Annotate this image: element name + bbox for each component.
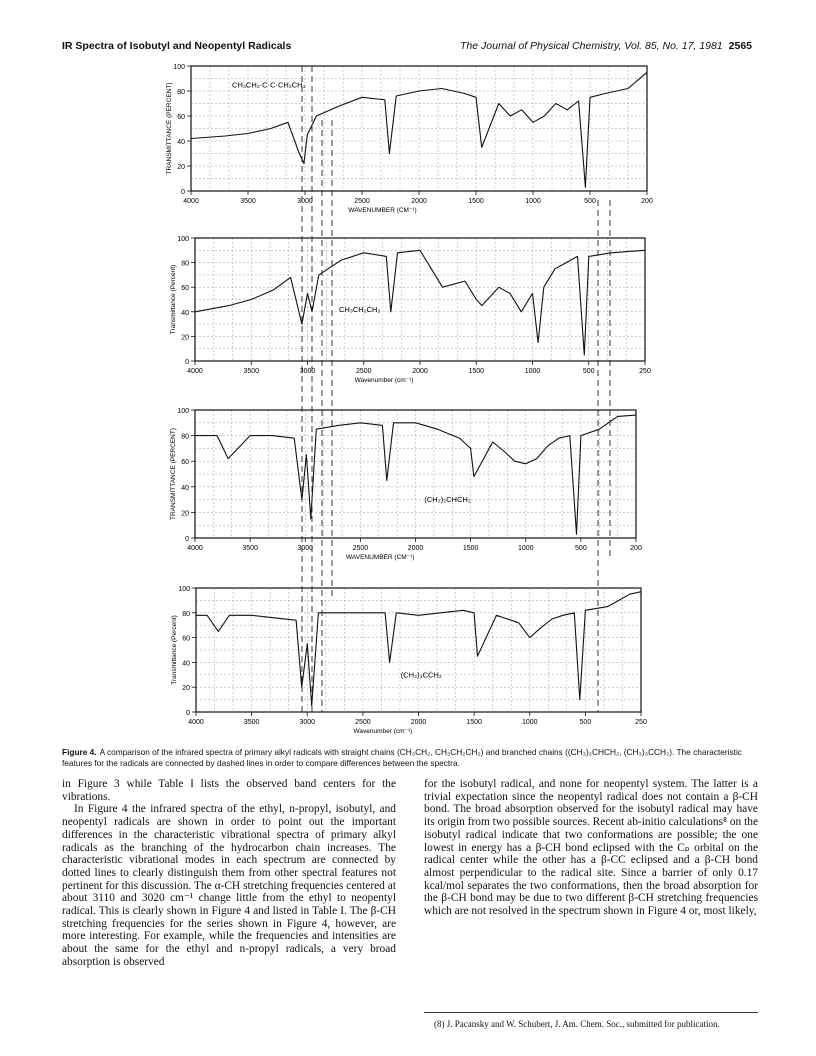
y-tick-label: 100 [177,408,189,415]
y-tick-label: 20 [182,685,190,693]
x-tick-label: 250 [639,368,651,375]
x-tick-label: 500 [582,368,595,375]
x-tick-label: 4000 [187,368,203,375]
y-tick-label: 40 [177,139,185,146]
y-tick-label: 40 [181,484,189,492]
body-column-right [424,778,758,918]
x-tick-label: 3000 [299,719,316,726]
y-axis-label: Transmittance (Percent) [171,615,178,685]
x-tick-label: 2500 [355,368,372,375]
x-tick-label: 500 [584,198,596,205]
x-tick-label: 1000 [521,719,538,726]
footnote: (8) J. Pacansky and W. Schubert, J. Am. Chem. Soc., submitted for publication. [424,1012,758,1030]
x-tick-label: 1500 [462,545,479,552]
y-tick-label: 100 [177,236,189,243]
paragraph: for the isobutyl radical, and none for neopentyl system. The latter is a trivial expectation since the neopentyl radical does not contain a β-CH bond. The broad absorption observed for the isobutyl radical may have its origin from two possible sources. Recent ab-initio calculations⁸ on the isobutyl radical indicate that two conformations are possible; the one lowest in energy has a β-CH bond eclipsed with the Cₚ orbital on the radical center while the other has a β-CC eclipsed and a β-CH bond almost perpendicular to the radical site. Since a barrier of only 0.17 kcal/mol separates the two conformations, then the broad absorption for the β-CH bond may be due to two different β-CH stretching frequencies which are not resolved in the spectrum shown in Figure 4 or, most likely, [424,778,758,918]
x-tick-label: 200 [630,545,642,552]
x-tick-label: 250 [635,719,647,726]
molecule-label: (CH₃)₂CHĊH₂ [424,495,471,505]
x-axis-label: WAVENUMBER (CM⁻¹) [346,554,415,561]
caption-text: A comparison of the infrared spectra of primary alkyl radicals with straight chains (CH₃CH₂, CH₃CH₂CH₂) and branched chains ((CH₃)₂CHCH₂, (CH₃)₃CCH₂). The characteristic features for the radicals are connected by dashed lines in order to compare differences between the spectra. [62,747,742,768]
x-tick-label: 3000 [299,368,316,375]
x-tick-label: 3500 [243,368,260,375]
y-tick-label: 20 [181,334,189,342]
x-tick-label: 2500 [352,545,369,552]
caption-label: Figure 4. [62,747,97,757]
y-tick-label: 80 [181,260,189,268]
x-tick-label: 2500 [354,198,370,205]
x-tick-label: 4000 [188,719,204,726]
x-tick-label: 2000 [412,368,428,375]
x-tick-label: 3500 [243,719,260,726]
y-tick-label: 0 [186,710,190,717]
y-tick-label: 60 [182,635,190,643]
page-number: 2565 [728,40,752,52]
x-tick-label: 3000 [297,545,314,552]
x-tick-label: 4000 [187,545,203,552]
y-tick-label: 0 [181,189,185,196]
y-tick-label: 0 [185,359,189,366]
paragraph: in Figure 3 while Table I lists the observed band centers for the vibrations. [62,778,396,803]
x-tick-label: 1000 [524,368,541,375]
y-tick-label: 100 [173,64,185,71]
x-tick-label: 1500 [468,198,484,205]
x-tick-label: 1500 [466,719,482,726]
y-axis-label: TRANSMITTANCE (PERCENT) [170,428,177,520]
x-axis-label: WAVENUMBER (CM⁻¹) [348,207,417,214]
molecule-label: (CH₃)₃CĊH₂ [400,670,442,680]
x-tick-label: 3000 [297,198,313,205]
y-tick-label: 0 [185,536,189,543]
x-tick-label: 4000 [183,198,199,205]
x-tick-label: 1500 [468,368,485,375]
y-tick-label: 80 [181,433,189,441]
y-tick-label: 60 [177,114,185,121]
x-tick-label: 500 [575,545,587,552]
x-tick-label: 2500 [355,719,371,726]
y-axis-label: TRANSMITTANCE (PERCENT) [166,82,173,175]
x-tick-label: 2000 [411,198,427,205]
x-tick-label: 2000 [407,545,424,552]
figure-caption [62,747,756,769]
y-tick-label: 60 [181,285,189,293]
y-tick-label: 80 [182,610,190,618]
x-tick-label: 200 [641,198,653,205]
running-header-title: IR Spectra of Isobutyl and Neopentyl Radicals [62,40,292,52]
x-tick-label: 3500 [242,545,258,552]
x-tick-label: 3500 [240,198,256,205]
y-tick-label: 100 [178,586,190,593]
molecule-label: CH₃CH₂ĊH₂ [339,304,381,314]
x-tick-label: 2000 [410,719,427,726]
x-tick-label: 1000 [525,198,541,205]
y-axis-label: Transmittance (Percent) [170,264,177,335]
molecule-label: CH₃CH₂·C·C·CH₂CH₃ [232,80,306,90]
y-tick-label: 60 [181,459,189,467]
y-tick-label: 20 [181,510,189,518]
x-axis-label: Wavenumber (cm⁻¹) [354,377,414,384]
x-tick-label: 500 [579,719,592,726]
y-tick-label: 80 [177,89,185,96]
x-tick-label: 1000 [517,545,534,552]
body-column-left [62,778,396,969]
x-axis-label: Wavenumber (cm⁻¹) [353,728,413,735]
y-tick-label: 20 [177,164,185,171]
y-tick-label: 40 [181,309,189,317]
paragraph: In Figure 4 the infrared spectra of the ethyl, n-propyl, isobutyl, and neopentyl radicals are shown in order to point out the important differences in the characteristic vibrational spectra of primary alkyl radicals as the branching of the hydrocarbon chain increases. The characteristic vibrational modes in each spectrum are connected by dotted lines to clearly distinguish them from other spectral features not pertinent for this discussion. The α-CH stretching frequencies centered at about 3110 and 3020 cm⁻¹ change little from the ethyl to neopentyl radical. This is clearly shown in Figure 4 and listed in Table I. The β-CH stretching frequencies for the series shown in Figure 4, however, are more interesting. For example, while the frequencies and intensities are about the same for the ethyl and n-propyl radicals, a very broad absorption is observed [62,803,396,968]
y-tick-label: 40 [182,660,190,668]
journal-citation: The Journal of Physical Chemistry, Vol. 85, No. 17, 1981 [460,40,723,52]
